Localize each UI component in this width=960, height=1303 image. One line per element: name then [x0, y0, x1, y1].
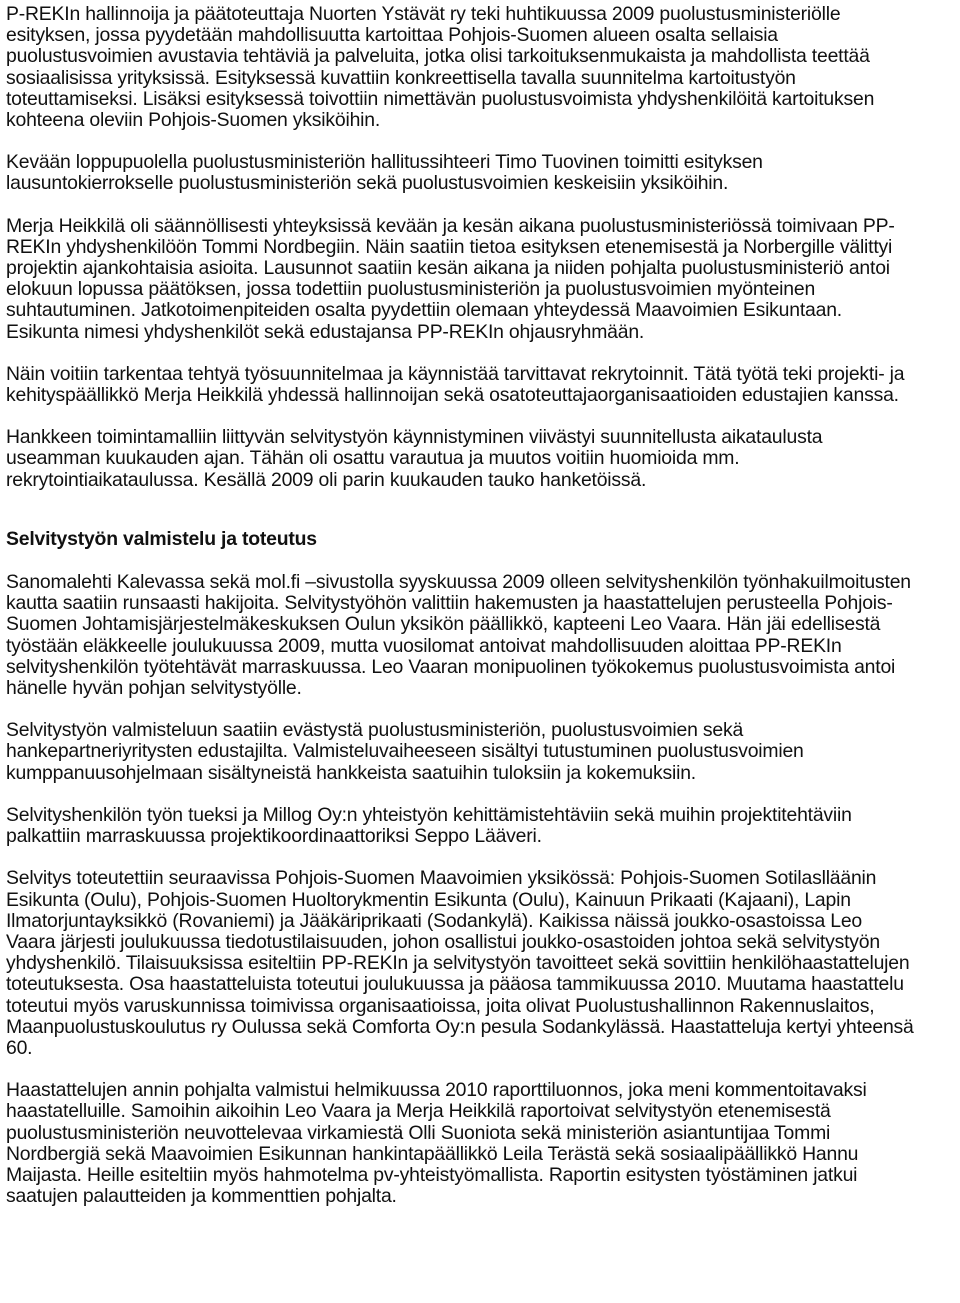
- paragraph: [6, 427, 954, 491]
- text-line: kohteena oleviin Pohjois-Suomen yksiköihin.: [6, 109, 381, 132]
- text-line: puolustusvoimien avustavia tehtäviä ja palveluita, jotka olisi tarkoituksenmukaista ja mahdollista teettää: [6, 45, 870, 68]
- text-line: Hankkeen toimintamalliin liittyvän selvitystyön käynnistyminen viivästyi suunnitellusta aikataulusta: [6, 426, 823, 449]
- text-line: toteuttamiseksi. Lisäksi esityksessä toivottiin nimettävän puolustusvoimista yhdyshenkilöitä kartoituksen: [6, 87, 875, 110]
- text-line: rekrytointiaikataulussa. Kesällä 2009 oli parin kuukauden tauko hanketöissä.: [6, 468, 647, 491]
- text-line: projektin ajankohtaisia asioita. Lausunnot saatiin kesän aikana ja niiden pohjalta puolustusministeriö antoi: [6, 257, 890, 280]
- text-line: REKIn yhdyshenkilöön Tommi Nordbegiin. Näin saatiin tietoa esityksen etenemisestä ja Norbergille välittyi: [6, 235, 893, 258]
- text-line: kehityspäällikkö Merja Heikkilä yhdessä hallinnoijan sekä osatoteuttajaorganisaatioiden edustajien kanssa.: [6, 384, 899, 407]
- main-section: [6, 529, 954, 1207]
- text-line: Kevään loppupuolella puolustusministeriön hallitussihteeri Timo Tuovinen toimitti esityksen: [6, 151, 763, 174]
- text-line: toteutuksesta. Osa haastatteluista toteutui joulukuussa ja pääosa tammikuussa 2010. Muutama haastattelu: [6, 973, 904, 996]
- paragraph: [6, 720, 954, 784]
- text-line: suhtautuminen. Jatkotoimenpiteiden osalta pyydettiin olemaan yhteydessä Maavoimien Esikuntaan.: [6, 299, 842, 322]
- document-page: [6, 4, 954, 1228]
- text-line: Esikunta (Oulu), Pohjois-Suomen Huoltorykmentin Esikunta (Oulu), Kainuun Prikaati (Kajaani), Lapin: [6, 888, 851, 911]
- text-line: Vaara järjesti joulukuussa tiedotustilaisuuden, johon osallistui joukko-osastoiden johtoa sekä selvitystyön: [6, 930, 880, 953]
- paragraph: [6, 805, 954, 847]
- text-line: saatujen palautteiden ja kommenttien pohjalta.: [6, 1185, 397, 1208]
- text-line: 60.: [6, 1036, 33, 1059]
- paragraph: [6, 152, 954, 194]
- text-line: Merja Heikkilä oli säännöllisesti yhteyksissä kevään ja kesän aikana puolustusministeriössä toimivaan PP-: [6, 214, 895, 237]
- text-line: esityksen, jossa pyydetään mahdollisuutta kartoittaa Pohjois-Suomen alueen osalta sellaisia: [6, 24, 778, 47]
- text-line: Maijasta. Heille esiteltiin myös hahmotelma pv-yhteistyömallista. Raportin esitysten työstäminen jatkui: [6, 1163, 858, 1186]
- text-line: lausuntokierrokselle puolustusministeriön sekä puolustusvoimien keskeisiin yksiköihin.: [6, 172, 729, 195]
- text-line: puolustusministeriön neuvottelevaa virkamiestä Olli Suoniota sekä ministeriön asiantuntijaa Tommi: [6, 1121, 831, 1144]
- text-line: Selvityshenkilön työn tueksi ja Millog Oy:n yhteistyön kehittämistehtäviin sekä muihin projektitehtäviin: [6, 803, 852, 826]
- text-line: Selvitys toteutettiin seuraavissa Pohjois-Suomen Maavoimien yksikössä: Pohjois-Suomen Sotilaslläänin: [6, 867, 877, 890]
- text-line: hänelle hyvän pohjan selvitystyölle.: [6, 677, 302, 700]
- text-line: haastatelluille. Samoihin aikoihin Leo Vaara ja Merja Heikkilä raportoivat selvitystyön etenemisestä: [6, 1100, 831, 1123]
- paragraph: [6, 1080, 954, 1207]
- text-line: Maanpuolustuskoulutus ry Oulussa sekä Comforta Oy:n pesula Sodankylässä. Haastatteluja kertyi yhteensä: [6, 1015, 914, 1038]
- text-line: kumppanuusohjelmaan sisältyneistä hankkeista saatuihin tuloksiin ja kokemuksiin.: [6, 761, 696, 784]
- text-line: elokuun lopussa päätöksen, jossa todettiin puolustusministeriön ja puolustusvoimien myönteinen: [6, 278, 816, 301]
- paragraph: [6, 868, 954, 1059]
- text-line: Sanomalehti Kalevassa sekä mol.fi –sivustolla syyskuussa 2009 olleen selvityshenkilön työnhakuilmoitusten: [6, 571, 911, 594]
- paragraph: [6, 4, 954, 131]
- paragraph: [6, 216, 954, 343]
- paragraph: [6, 572, 954, 699]
- text-line: Selvitystyön valmisteluun saatiin evästystä puolustusministeriön, puolustusvoimien sekä: [6, 719, 744, 742]
- text-line: P-REKIn hallinnoija ja päätoteuttaja Nuorten Ystävät ry teki huhtikuussa 2009 puolustusministeriölle: [6, 3, 841, 25]
- text-line: hankepartneriyritysten edustajilta. Valmisteluvaiheeseen sisältyi tutustuminen puolustusvoimien: [6, 740, 804, 763]
- paragraph: [6, 364, 954, 406]
- text-line: kautta saatiin runsaasti hakijoita. Selvitystyöhön valittiin hakemusten ja haastattelujen perusteella Pohjois-: [6, 592, 893, 615]
- text-line: Suomen Johtamisjärjestelmäkeskuksen Oulun yksikön päällikkö, kapteeni Leo Vaara. Hän jäi edellisestä: [6, 613, 881, 636]
- intro-section: [6, 4, 954, 491]
- text-line: selvityshenkilön työtehtävät marraskuussa. Leo Vaaran monipuolinen työkokemus puolustusvoimista antoi: [6, 655, 896, 678]
- text-line: sosiaalisissa yrityksissä. Esityksessä kuvattiin konkreettisella tavalla suunnitelma kartoitustyön: [6, 66, 796, 89]
- text-line: palkattiin marraskuussa projektikoordinaattoriksi Seppo Lääveri.: [6, 825, 542, 848]
- text-line: Haastattelujen annin pohjalta valmistui helmikuussa 2010 raporttiluonnos, joka meni kommentoitavaksi: [6, 1079, 867, 1102]
- text-line: yhdyshenkilö. Tilaisuuksissa esiteltiin PP-REKIn ja selvitystyön tavoitteet sekä sovittiin henkilöhaastattelujen: [6, 952, 910, 975]
- text-line: Nordbergiä sekä Maavoimien Esikunnan hankintapäällikkö Leila Terästä sekä sosiaalipäällikkö Hannu: [6, 1142, 859, 1165]
- text-line: Ilmatorjuntayksikkö (Rovaniemi) ja Jääkäriprikaati (Sodankylä). Kaikissa näissä joukko-osastoissa Leo: [6, 909, 862, 932]
- text-line: toteutui myös varuskunnissa toimivissa organisaatioissa, joita olivat Puolustushallinnon Rakennuslaitos,: [6, 994, 875, 1017]
- text-line: Näin voitiin tarkentaa tehtyä työsuunnitelmaa ja käynnistää tarvittavat rekrytoinnit. Tätä työtä teki projekti- ja: [6, 362, 905, 385]
- text-line: Esikunta nimesi yhdyshenkilöt sekä edustajansa PP-REKIn ohjausryhmään.: [6, 320, 645, 343]
- text-line: työstään eläkkeelle joulukuussa 2009, mutta vuosilomat antoivat mahdollisuuden aloittaa PP-REKIn: [6, 634, 842, 657]
- text-line: useamman kuukauden ajan. Tähän oli osattu varautua ja muutos voitiin huomioida mm.: [6, 447, 740, 470]
- section-heading: Selvitystyön valmistelu ja toteutus: [6, 527, 317, 550]
